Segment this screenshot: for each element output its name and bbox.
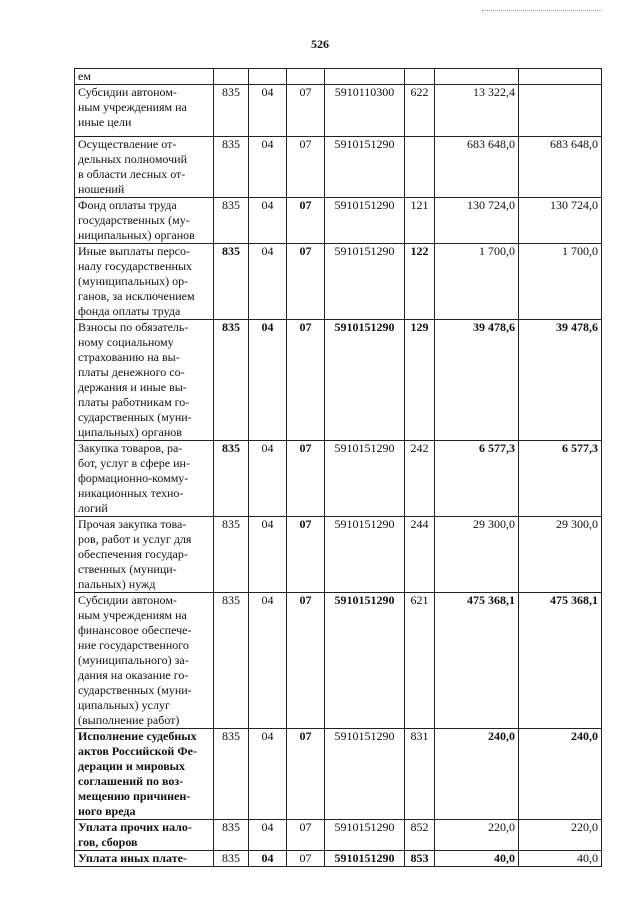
cell-subsection-code: 07 (287, 137, 325, 198)
name-line: Прочая закупка това- (78, 517, 187, 531)
cell-target-article-code: 5910151290 (325, 137, 405, 198)
name-line: соглашений по воз- (78, 774, 184, 788)
name-line: иные цели (78, 115, 132, 129)
cell-expense-type-code: 242 (405, 441, 435, 517)
table-row (75, 517, 602, 593)
cell-section-code: 04 (249, 198, 287, 244)
cell-amount-second: 683 648,0 (519, 137, 602, 198)
name-line: сударственных (муни- (78, 410, 192, 424)
name-line: обеспечения государ- (78, 547, 188, 561)
budget-table (74, 68, 602, 867)
cell-amount: 13 322,4 (435, 85, 519, 137)
table-row (75, 137, 602, 198)
name-line: мещению причинен- (78, 789, 191, 803)
cell-expense-type-code: 129 (405, 320, 435, 441)
name-line: ципальных) органов (78, 425, 182, 439)
cell-section-code: 04 (249, 137, 287, 198)
name-line: бот, услуг в сфере ин- (78, 456, 190, 470)
top-rule (482, 10, 602, 11)
name-line: Субсидии автоном- (78, 593, 177, 607)
name-line: платы работникам го- (78, 395, 190, 409)
name-line: никационных техно- (78, 486, 184, 500)
name-line: ному социальному (78, 335, 174, 349)
cell-amount-second (519, 85, 602, 137)
cell-amount-second: 130 724,0 (519, 198, 602, 244)
cell-subsection-code: 07 (287, 244, 325, 320)
name-line: логий (78, 501, 108, 515)
name-line: (выполнение работ) (78, 713, 180, 727)
cell-amount-second: 6 577,3 (519, 441, 602, 517)
name-line: дельных полномочий (78, 152, 187, 166)
cell-subsection-code: 07 (287, 593, 325, 729)
cell-target-article-code (325, 69, 405, 85)
cell-subsection-code (287, 69, 325, 85)
name-line: платы денежного со- (78, 365, 185, 379)
cell-amount: 40,0 (435, 851, 519, 867)
cell-amount-second: 29 300,0 (519, 517, 602, 593)
name-line: государственных (му- (78, 213, 190, 227)
table-row (75, 851, 602, 867)
cell-amount: 39 478,6 (435, 320, 519, 441)
cell-name (75, 820, 214, 851)
name-line: ципальных) услуг (78, 698, 170, 712)
name-line: ганов, за исключением (78, 289, 195, 303)
name-line: Иные выплаты персо- (78, 244, 191, 258)
cell-name (75, 593, 214, 729)
name-line: держания и иные вы- (78, 380, 187, 394)
table-row (75, 320, 602, 441)
name-line: финансовое обеспече- (78, 623, 192, 637)
name-line: ношений (78, 182, 125, 196)
cell-amount: 683 648,0 (435, 137, 519, 198)
name-line: формационно-комму- (78, 471, 189, 485)
cell-amount: 6 577,3 (435, 441, 519, 517)
cell-target-article-code: 5910151290 (325, 729, 405, 820)
cell-section-code: 04 (249, 820, 287, 851)
cell-ministry-code: 835 (214, 441, 249, 517)
cell-ministry-code: 835 (214, 820, 249, 851)
cell-ministry-code: 835 (214, 85, 249, 137)
cell-ministry-code: 835 (214, 851, 249, 867)
name-line: актов Российской Фе- (78, 744, 197, 758)
name-line: дания на оказание го- (78, 668, 189, 682)
cell-amount: 29 300,0 (435, 517, 519, 593)
cell-ministry-code: 835 (214, 517, 249, 593)
cell-ministry-code (214, 69, 249, 85)
cell-target-article-code: 5910151290 (325, 320, 405, 441)
cell-amount: 220,0 (435, 820, 519, 851)
cell-expense-type-code: 244 (405, 517, 435, 593)
name-line: ным учреждениям на (78, 608, 187, 622)
cell-subsection-code: 07 (287, 85, 325, 137)
cell-amount-second: 1 700,0 (519, 244, 602, 320)
cell-expense-type-code: 853 (405, 851, 435, 867)
name-line: Уплата иных плате- (78, 851, 187, 865)
name-line: дерации и мировых (78, 759, 186, 773)
cell-subsection-code: 07 (287, 517, 325, 593)
table-row (75, 198, 602, 244)
cell-expense-type-code: 621 (405, 593, 435, 729)
cell-subsection-code: 07 (287, 198, 325, 244)
cell-ministry-code: 835 (214, 729, 249, 820)
cell-section-code: 04 (249, 441, 287, 517)
cell-section-code: 04 (249, 851, 287, 867)
cell-section-code: 04 (249, 320, 287, 441)
cell-amount-second: 240,0 (519, 729, 602, 820)
cell-ministry-code: 835 (214, 244, 249, 320)
cell-amount: 1 700,0 (435, 244, 519, 320)
cell-name (75, 137, 214, 198)
cell-expense-type-code: 831 (405, 729, 435, 820)
cell-subsection-code: 07 (287, 820, 325, 851)
name-line: Субсидии автоном- (78, 85, 177, 99)
cell-amount-second: 39 478,6 (519, 320, 602, 441)
name-line: (муниципальных) ор- (78, 274, 189, 288)
cell-target-article-code: 5910110300 (325, 85, 405, 137)
cell-amount-second: 475 368,1 (519, 593, 602, 729)
cell-target-article-code: 5910151290 (325, 441, 405, 517)
name-line: Уплата прочих нало- (78, 820, 192, 834)
cell-expense-type-code: 122 (405, 244, 435, 320)
name-line: ниципальных) органов (78, 228, 195, 242)
table-row (75, 85, 602, 137)
cell-name (75, 851, 214, 867)
cell-amount-second: 220,0 (519, 820, 602, 851)
cell-ministry-code: 835 (214, 593, 249, 729)
name-line: в области лесных от- (78, 167, 186, 181)
name-line: Исполнение судебных (78, 729, 197, 743)
name-line: (муниципального) за- (78, 653, 189, 667)
table-row (75, 69, 602, 85)
cell-name (75, 85, 214, 137)
cell-expense-type-code: 121 (405, 198, 435, 244)
name-line: ного вреда (78, 804, 136, 818)
cell-target-article-code: 5910151290 (325, 517, 405, 593)
cell-expense-type-code: 852 (405, 820, 435, 851)
cell-section-code: 04 (249, 729, 287, 820)
page-number: 526 (311, 37, 329, 51)
cell-target-article-code: 5910151290 (325, 198, 405, 244)
table-row (75, 593, 602, 729)
name-line: Осуществление от- (78, 137, 177, 151)
cell-ministry-code: 835 (214, 320, 249, 441)
cell-amount: 240,0 (435, 729, 519, 820)
name-line: Закупка товаров, ра- (78, 441, 183, 455)
cell-section-code: 04 (249, 517, 287, 593)
name-line: Фонд оплаты труда (78, 198, 177, 212)
name-line: ственных (муници- (78, 562, 177, 576)
table-row (75, 729, 602, 820)
cell-name (75, 320, 214, 441)
cell-name (75, 729, 214, 820)
cell-section-code: 04 (249, 244, 287, 320)
name-line: гов, сборов (78, 835, 138, 849)
table-row (75, 441, 602, 517)
cell-target-article-code: 5910151290 (325, 820, 405, 851)
name-line: ние государственного (78, 638, 189, 652)
name-line: страхованию на вы- (78, 350, 180, 364)
name-line: сударственных (муни- (78, 683, 192, 697)
name-line: ем (78, 69, 91, 83)
cell-section-code: 04 (249, 593, 287, 729)
cell-subsection-code: 07 (287, 441, 325, 517)
table-row (75, 820, 602, 851)
cell-target-article-code: 5910151290 (325, 244, 405, 320)
cell-amount-second: 40,0 (519, 851, 602, 867)
cell-amount: 130 724,0 (435, 198, 519, 244)
cell-amount: 475 368,1 (435, 593, 519, 729)
cell-expense-type-code (405, 69, 435, 85)
cell-expense-type-code (405, 137, 435, 198)
cell-subsection-code: 07 (287, 320, 325, 441)
cell-name (75, 244, 214, 320)
name-line: ным учреждениям на (78, 100, 187, 114)
cell-subsection-code: 07 (287, 729, 325, 820)
cell-name (75, 441, 214, 517)
cell-amount-second (519, 69, 602, 85)
name-line: Взносы по обязатель- (78, 320, 189, 334)
name-line: ров, работ и услуг для (78, 532, 192, 546)
name-line: фонда оплаты труда (78, 304, 181, 318)
name-line: налу государственных (78, 259, 193, 273)
cell-expense-type-code: 622 (405, 85, 435, 137)
cell-amount (435, 69, 519, 85)
cell-target-article-code: 5910151290 (325, 593, 405, 729)
cell-target-article-code: 5910151290 (325, 851, 405, 867)
table-row (75, 244, 602, 320)
cell-name (75, 198, 214, 244)
cell-name (75, 517, 214, 593)
cell-name (75, 69, 214, 85)
cell-ministry-code: 835 (214, 198, 249, 244)
cell-ministry-code: 835 (214, 137, 249, 198)
name-line: пальных) нужд (78, 577, 156, 591)
cell-section-code: 04 (249, 85, 287, 137)
cell-section-code (249, 69, 287, 85)
cell-subsection-code: 07 (287, 851, 325, 867)
